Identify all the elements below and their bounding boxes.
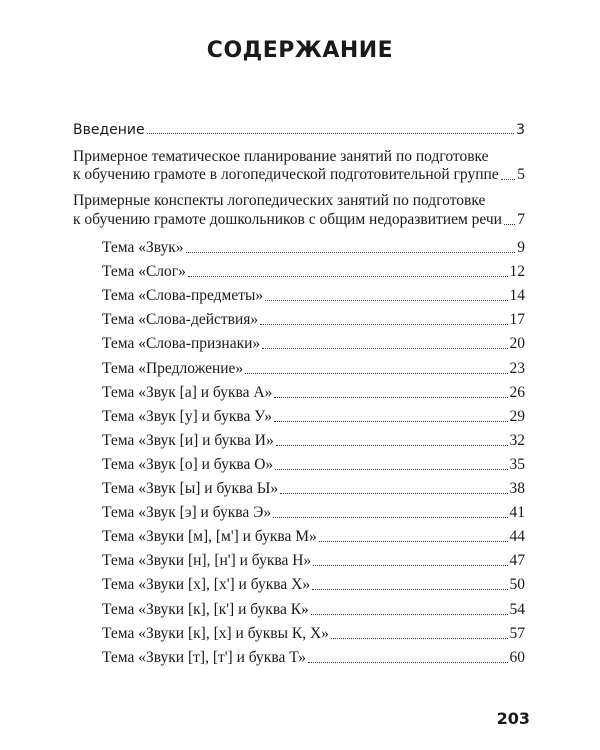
- toc-entry-topic[interactable]: [102, 577, 525, 593]
- toc-entry-page: 7: [517, 211, 525, 228]
- dot-leader: [274, 396, 507, 398]
- page-number: 203: [496, 709, 530, 728]
- toc-entry-text: Тема «Предложение»: [102, 360, 244, 377]
- toc-entry-page: 41: [509, 504, 525, 521]
- toc-entry-page: 9: [517, 239, 525, 256]
- toc-entry-text: Тема «Звук [ы] и буква Ы»: [102, 480, 279, 497]
- toc-entry-text: Тема «Слова-признаки»: [102, 335, 261, 352]
- toc-entry-page: 12: [509, 263, 525, 280]
- toc-entry-page: 5: [517, 166, 525, 183]
- toc-entry-topic[interactable]: [102, 240, 525, 256]
- dot-leader: [262, 347, 507, 349]
- dot-leader: [186, 251, 516, 253]
- toc-entry-page: 32: [509, 432, 525, 449]
- toc-entry-page: 47: [509, 552, 525, 569]
- dot-leader: [501, 178, 516, 180]
- toc-entry-text: Тема «Слова-предметы»: [102, 287, 264, 304]
- toc-entry-text: Тема «Звук [у] и буква У»: [102, 408, 272, 425]
- toc-entry-page: 60: [509, 649, 525, 666]
- dot-leader: [147, 132, 514, 134]
- dot-leader: [188, 275, 508, 277]
- toc-entry-text: Тема «Звук [э] и буква Э»: [102, 504, 272, 521]
- dot-leader: [308, 661, 507, 663]
- toc-entry-topic[interactable]: [102, 481, 525, 497]
- toc-entry-page: 23: [509, 360, 525, 377]
- toc-entry-page: 17: [509, 311, 525, 328]
- toc-entry-text: Тема «Звуки [х], [х'] и буква Х»: [102, 576, 311, 593]
- toc-entry-intro[interactable]: [73, 123, 525, 137]
- toc-entry-section1[interactable]: [73, 167, 525, 183]
- dot-leader: [331, 637, 508, 639]
- toc-entry-text: Тема «Звук [и] и буква И»: [102, 432, 274, 449]
- toc-section2-line1: Примерные конспекты логопедических занятий по подготовке: [73, 192, 486, 209]
- toc-entry-text: Тема «Слова-действия»: [102, 311, 259, 328]
- toc-entry-topic[interactable]: [102, 602, 525, 618]
- toc-section1-line1: Примерное тематическое планирование занятий по подготовке: [73, 148, 489, 165]
- dot-leader: [265, 299, 507, 301]
- toc-entry-text: Тема «Звуки [к], [к'] и буква К»: [102, 601, 309, 618]
- toc-entry-page: 3: [516, 122, 525, 138]
- toc-entry-page: 44: [509, 528, 525, 545]
- toc-entry-page: 29: [509, 408, 525, 425]
- dot-leader: [313, 564, 507, 566]
- toc-entry-topic[interactable]: [102, 361, 525, 377]
- toc-entry-text: Тема «Звуки [т], [т'] и буква Т»: [102, 649, 307, 666]
- toc-entry-text: Тема «Слог»: [102, 263, 186, 280]
- toc-entry-topic[interactable]: [102, 433, 525, 449]
- toc-entry-topic[interactable]: [102, 264, 525, 280]
- toc-entry-page: 35: [509, 456, 525, 473]
- dot-leader: [312, 588, 507, 590]
- toc-entry-text: Введение: [73, 122, 145, 138]
- toc-entry-page: 38: [509, 480, 525, 497]
- dot-leader: [276, 444, 508, 446]
- toc-entry-text: Тема «Звуки [н], [н'] и буква Н»: [102, 552, 312, 569]
- dot-leader: [275, 468, 507, 470]
- toc-entry-text: Тема «Звуки [м], [м'] и буква М»: [102, 528, 317, 545]
- toc-entry-text: Тема «Звук [о] и буква О»: [102, 456, 274, 473]
- toc-entry-page: 20: [509, 335, 525, 352]
- toc-entry-topic[interactable]: [102, 505, 525, 521]
- toc-entry-topic[interactable]: [102, 650, 525, 666]
- toc-entry-topic[interactable]: [102, 288, 525, 304]
- dot-leader: [311, 613, 508, 615]
- toc-entry-text: к обучению грамоте в логопедической подготовительной группе: [73, 166, 499, 183]
- dot-leader: [319, 540, 508, 542]
- toc-entry-topic[interactable]: [102, 626, 525, 642]
- toc-entry-topic[interactable]: [102, 336, 525, 352]
- toc-entry-topic[interactable]: [102, 457, 525, 473]
- toc-entry-topic[interactable]: [102, 312, 525, 328]
- toc-entry-page: 50: [509, 576, 525, 593]
- dot-leader: [274, 420, 508, 422]
- toc-entry-page: 54: [509, 601, 525, 618]
- dot-leader: [245, 372, 507, 374]
- toc-entry-topic[interactable]: [102, 385, 525, 401]
- contents-title: СОДЕРЖАНИЕ: [206, 38, 394, 63]
- toc-entry-page: 14: [509, 287, 525, 304]
- dot-leader: [504, 223, 515, 225]
- toc-entry-page: 57: [509, 625, 525, 642]
- toc-entry-topic[interactable]: [102, 529, 525, 545]
- toc-entry-text: Тема «Звук [а] и буква А»: [102, 384, 273, 401]
- dot-leader: [260, 323, 507, 325]
- toc-entry-topic[interactable]: [102, 409, 525, 425]
- toc-entry-topic[interactable]: [102, 553, 525, 569]
- toc-entry-section2[interactable]: [73, 212, 525, 228]
- dot-leader: [273, 516, 507, 518]
- dot-leader: [280, 492, 507, 494]
- toc-entry-text: к обучению грамоте дошкольников с общим недоразвитием речи: [73, 211, 502, 228]
- toc-entry-page: 26: [509, 384, 525, 401]
- toc-entry-text: Тема «Звук»: [102, 239, 184, 256]
- toc-entry-text: Тема «Звуки [к], [х] и буквы К, Х»: [102, 625, 329, 642]
